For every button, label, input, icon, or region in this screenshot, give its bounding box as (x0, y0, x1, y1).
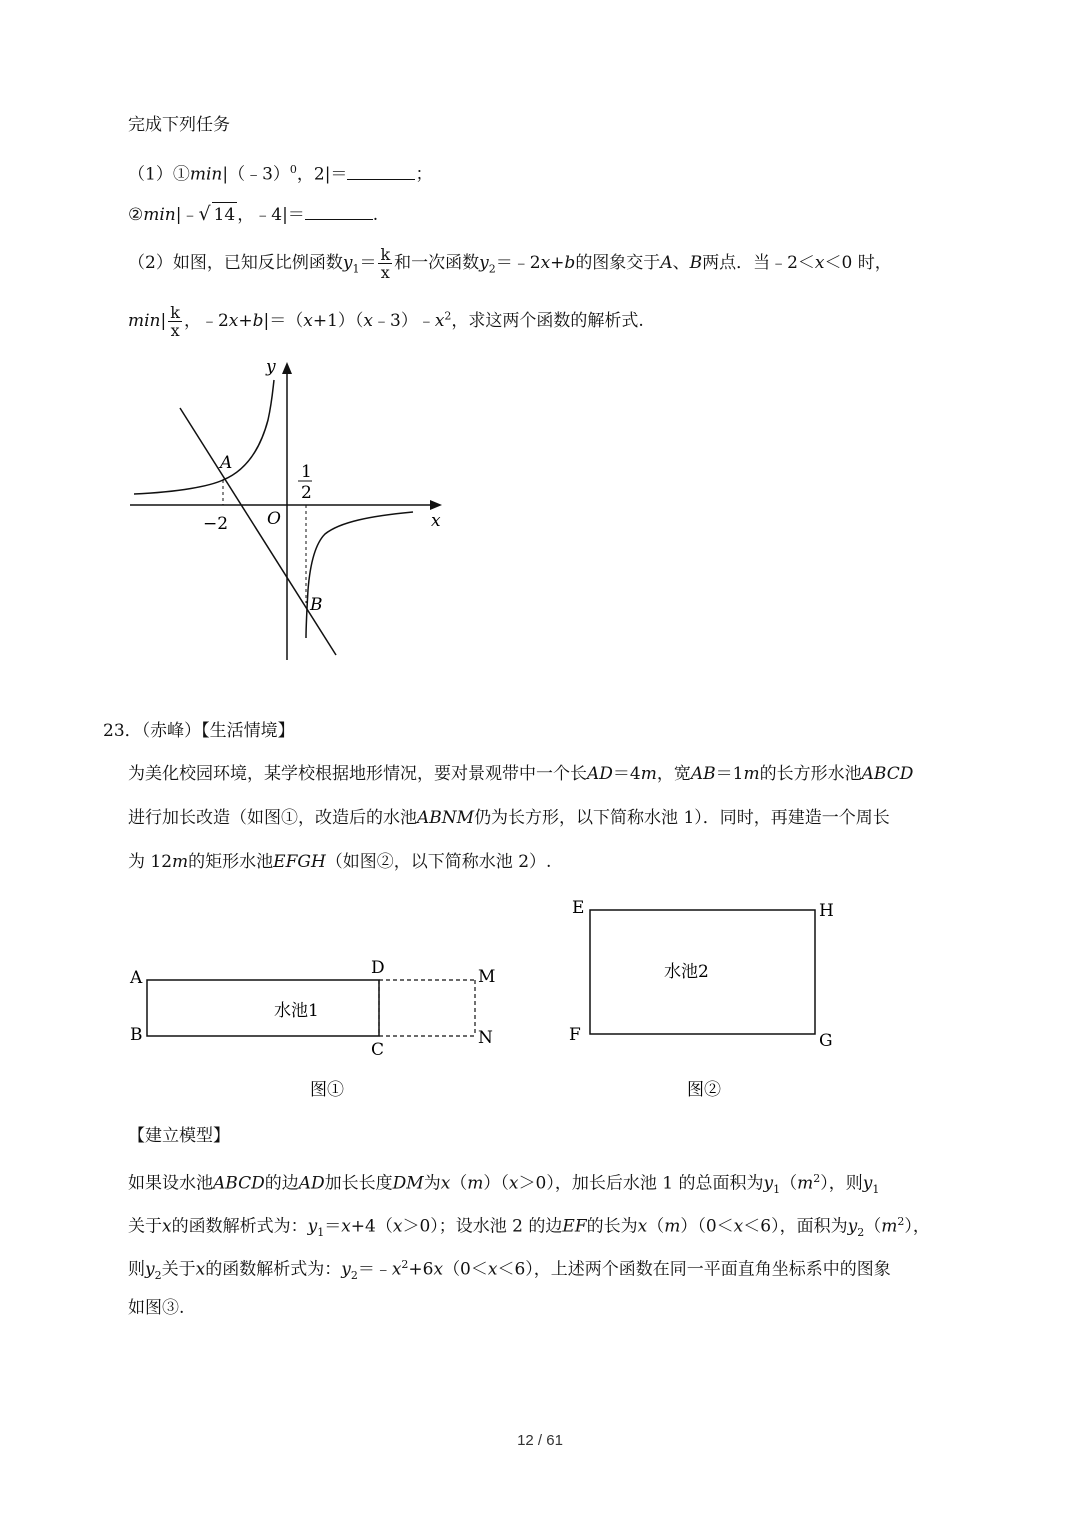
fig2-label-g: G (819, 1031, 833, 1051)
half-numerator: 1 (301, 462, 312, 482)
fig1-label-a: A (130, 968, 143, 988)
figure-pool-2 (560, 890, 850, 1105)
fig2-label-e: E (572, 898, 585, 918)
figure-pool-1 (125, 950, 505, 1105)
answer-blank-2 (305, 205, 373, 220)
model-line1: 如果设水池ABCD的边AD加长长度DM为x（m）（x＞0），加长后水池 1 的总面积为$y_1(m^2)$，则$y_1$ (128, 1172, 880, 1197)
q2-line1: （2）如图，已知反比例函数$y_1=$ $\frac{k}{x}$ 和一次函数$y_2=﹣2x+b$的图象交于A、B两点．当﹣2＜x＜0 时， (128, 245, 892, 282)
fig1-label-b: B (130, 1025, 143, 1045)
q23-para-line3: 为 12m的矩形水池EFGH（如图②，以下简称水池 2）. (128, 852, 552, 872)
q2-line2: min| $\frac{k}{x}$ ，$﹣2x+b|=(x+1)(x﹣3)﹣x^2$，求这两个函数的解析式. (128, 303, 644, 340)
model-line3: 则$y_2$关于x的函数解析式为：$y_2=﹣x^2+6x(0<x<6)$，上述两个函数在同一平面直角坐标系中的图象 (128, 1258, 891, 1283)
fig1-label-n: N (478, 1028, 493, 1048)
q23-number: 23．（赤峰）【生活情境】 (103, 721, 295, 741)
answer-blank-1 (347, 165, 415, 180)
fraction-k-over-x: $\frac{k}{x}$ (380, 245, 391, 282)
page-number: 12 / 61 (517, 1432, 563, 1449)
x-axis-label: x (431, 511, 441, 531)
fig2-caption: 图② (687, 1080, 721, 1100)
task-heading: 完成下列任务 (128, 115, 230, 135)
fig2-pool-label: 水池2 (664, 962, 709, 982)
model-heading: 【建立模型】 (128, 1126, 230, 1146)
q1-item2: ②min|﹣√ 14 ，﹣4|＝ . (128, 203, 379, 225)
point-b-label: B (310, 595, 323, 615)
origin-label: O (267, 509, 281, 529)
function-graph (120, 350, 460, 670)
half-denominator: 2 (301, 483, 312, 503)
model-line2: 关于x的函数解析式为：$y_1=x+4(x>0)$；设水池 2 的边EF的长为x（m）（0＜x＜6），面积为$y_2(m^2)$， (128, 1215, 930, 1240)
fig2-label-h: H (819, 901, 834, 921)
y-axis-label: y (266, 357, 276, 377)
fig1-caption: 图① (310, 1080, 344, 1100)
fig1-label-d: D (371, 958, 385, 978)
model-line4: 如图③. (128, 1298, 185, 1318)
point-a-label: A (220, 453, 233, 473)
fig1-label-m: M (478, 967, 496, 987)
q23-para-line2: 进行加长改造（如图①，改造后的水池ABNM仍为长方形，以下简称水池 1）．同时，再建造一个周长 (128, 808, 890, 828)
fig1-pool-label: 水池1 (274, 1001, 319, 1021)
q23-para-line1: 为美化校园环境，某学校根据地形情况，要对景观带中一个长AD＝4m，宽AB＝1m的长方形水池ABCD (128, 764, 914, 784)
fig1-label-c: C (371, 1040, 385, 1060)
tick-neg2-label: −2 (203, 514, 229, 534)
fig2-label-f: F (569, 1025, 581, 1045)
q1-item1: （1）①min|（﹣3）$^0$，2|＝ ； (128, 163, 433, 185)
